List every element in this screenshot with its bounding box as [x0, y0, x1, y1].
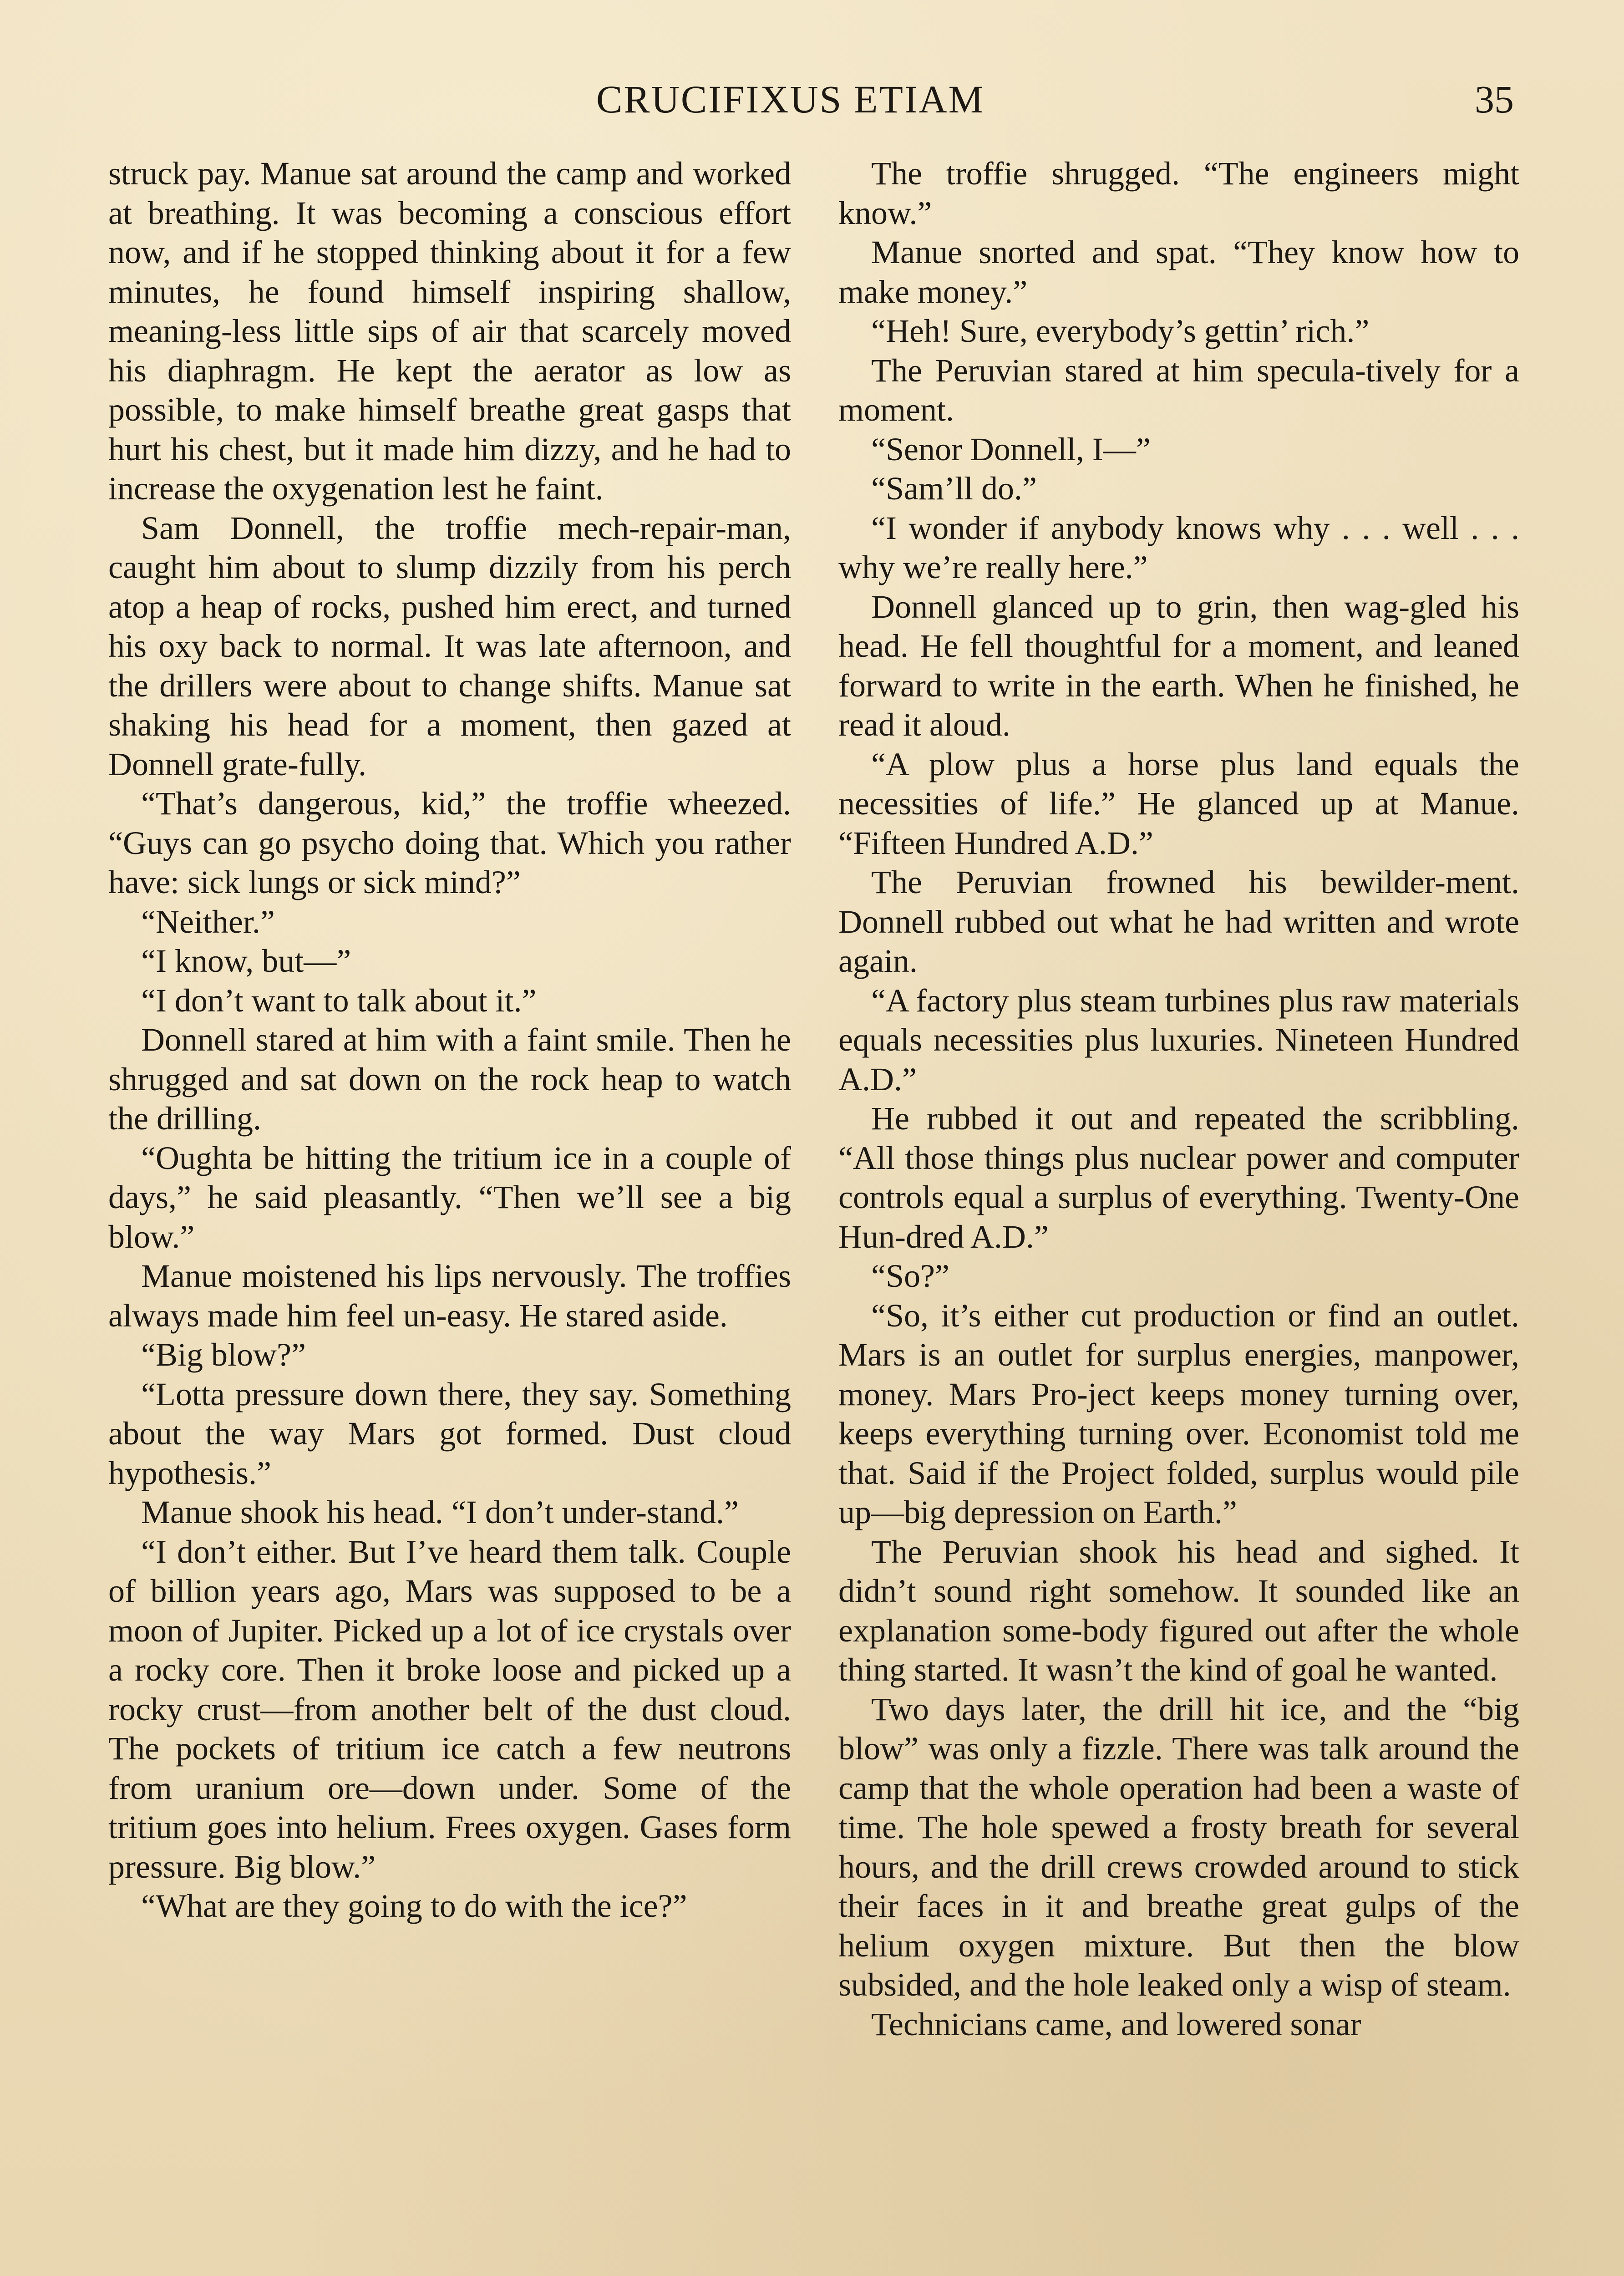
paragraph: Sam Donnell, the troffie mech-repair-man, caught him about to slump dizzily from his perch atop a heap of rocks, pushed him erect, and turned his oxy back to normal. It was late afternoon, and the drillers were about to change shifts. Manue sat shaking his head for a moment, then gazed at Donnell grate-fully.	[108, 509, 791, 782]
paragraph: “A factory plus steam turbines plus raw materials equals necessities plus luxuries. Nineteen Hundred A.D.”	[838, 982, 1519, 1097]
page-number: 35	[1475, 77, 1514, 121]
page-header	[0, 76, 1624, 127]
paragraph: “Neither.”	[141, 903, 275, 940]
paragraph: “I wonder if anybody knows why . . . well . . . why we’re really here.”	[838, 509, 1519, 585]
paragraph: “That’s dangerous, kid,” the troffie wheezed. “Guys can go psycho doing that. Which you rather have: sick lungs or sick mind?”	[108, 785, 791, 900]
paragraph: “A plow plus a horse plus land equals the necessities of life.” He glanced up at Manue. “Fifteen Hundred A.D.”	[838, 746, 1519, 861]
paragraph: Two days later, the drill hit ice, and the “big blow” was only a fizzle. There was talk around the camp that the whole operation had been a waste of time. The hole spewed a frosty breath for several hours, and the drill crews crowded around to stick their faces in it and breathe great gulps of the helium oxygen mixture. But then the blow subsided, and the hole leaked only a wisp of steam.	[838, 1691, 1519, 2003]
paragraph: “I know, but—”	[141, 943, 351, 979]
paragraph: “Lotta pressure down there, they say. Something about the way Mars got formed. Dust cloud hypothesis.”	[108, 1376, 791, 1491]
paragraph: Technicians came, and lowered sonar	[871, 2006, 1361, 2042]
paragraph: The Peruvian frowned his bewilder-ment. Donnell rubbed out what he had written and wrote again.	[838, 864, 1519, 979]
running-title: CRUCIFIXUS ETIAM	[596, 77, 985, 121]
paragraph: “So?”	[871, 1258, 949, 1294]
paragraph: Donnell stared at him with a faint smile. Then he shrugged and sat down on the rock heap to watch the drilling.	[108, 1021, 791, 1137]
paragraph: He rubbed it out and repeated the scribbling. “All those things plus nuclear power and computer controls equal a surplus of everything. Twenty-One Hun-dred A.D.”	[838, 1100, 1519, 1255]
paragraph: “Big blow?”	[141, 1336, 306, 1373]
paragraph: “What are they going to do with the ice?”	[141, 1888, 687, 1924]
paragraph: Manue snorted and spat. “They know how to make money.”	[838, 234, 1519, 310]
paragraph: “Heh! Sure, everybody’s gettin’ rich.”	[871, 313, 1370, 349]
left-column	[108, 154, 791, 1926]
paragraph: The Peruvian shook his head and sighed. It didn’t sound right somehow. It sounded like an explanation some-body figured out after the whole thing started. It wasn’t the kind of goal he wanted.	[838, 1533, 1519, 1688]
paragraph: “I don’t either. But I’ve heard them talk. Couple of billion years ago, Mars was supposed to be a moon of Jupiter. Picked up a lot of ice crystals over a rocky core. Then it broke loose and picked up a rocky crust—from another belt of the dust cloud. The pockets of tritium ice catch a few neutrons from uranium ore—down under. Some of the tritium goes into helium. Frees oxygen. Gases form pressure. Big blow.”	[108, 1533, 791, 1885]
paragraph: Manue moistened his lips nervously. The troffies always made him feel un-easy. He stared aside.	[108, 1258, 791, 1334]
paragraph: The Peruvian stared at him specula-tively for a moment.	[838, 352, 1519, 428]
paragraph: “Senor Donnell, I—”	[871, 431, 1151, 467]
paragraph: “I don’t want to talk about it.”	[141, 982, 537, 1019]
paragraph: struck pay. Manue sat around the camp and worked at breathing. It was becoming a conscious effort now, and if he stopped thinking about it for a few minutes, he found himself inspiring shallow, meaning-less little sips of air that scarcely moved his diaphragm. He kept the aerator as low as possible, to make himself breathe great gasps that hurt his chest, but it made him dizzy, and he had to increase the oxygenation lest he faint.	[108, 155, 791, 507]
right-column	[838, 154, 1519, 2044]
paragraph: “So, it’s either cut production or find an outlet. Mars is an outlet for surplus energies, manpower, money. Mars Pro-ject keeps money turning over, keeps everything turning over. Economist told me that. Said if the Project folded, surplus would pile up—big depression on Earth.”	[838, 1297, 1519, 1530]
paragraph: The troffie shrugged. “The engineers might know.”	[838, 155, 1519, 231]
paragraph: Manue shook his head. “I don’t under-stand.”	[141, 1494, 739, 1530]
paragraph: “Sam’ll do.”	[871, 470, 1037, 507]
paragraph: “Oughta be hitting the tritium ice in a couple of days,” he said pleasantly. “Then we’ll see a big blow.”	[108, 1139, 791, 1255]
paragraph: Donnell glanced up to grin, then wag-gled his head. He fell thoughtful for a moment, and leaned forward to write in the earth. When he finished, he read it aloud.	[838, 588, 1519, 743]
